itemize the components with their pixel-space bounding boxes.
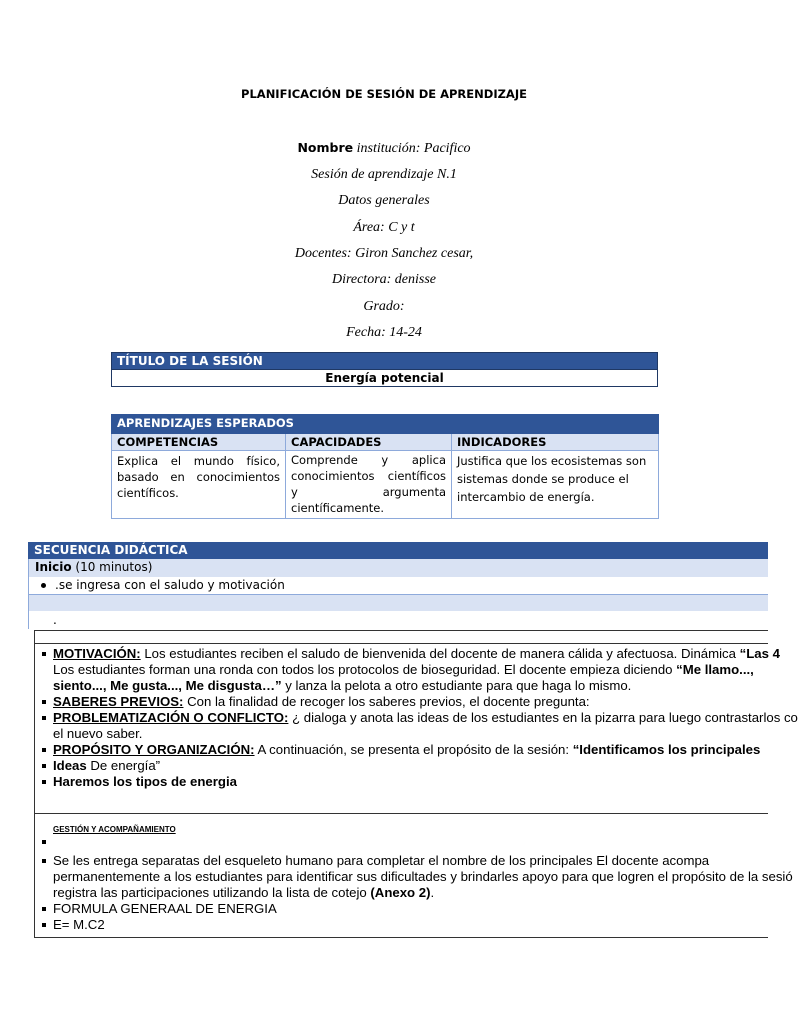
competencias-line: Explica el mundo físico, xyxy=(117,454,280,468)
ideas-paragraph xyxy=(35,758,768,774)
inicio-row xyxy=(28,559,768,577)
cell-indicadores: Justifica que los ecosistemas son sistemas donde se produce el intercambio de energía. xyxy=(452,451,659,519)
motivacion-box xyxy=(34,630,798,812)
problem-label: PROBLEMATIZACIÓN O CONFLICTO: xyxy=(53,710,289,725)
square-bullet-icon xyxy=(42,700,46,704)
square-bullet-icon xyxy=(42,748,46,752)
motivacion-line2: Los estudiantes forman una ronda con todos los protocolos de bioseguridad. El docente empieza diciendo xyxy=(53,662,677,677)
capacidades-line: conocimientos científicos xyxy=(291,469,446,483)
session-title-header: TÍTULO DE LA SESIÓN xyxy=(112,353,658,370)
bullet-text: .se ingresa con el saludo y motivación xyxy=(55,578,285,592)
bullet-dot-icon xyxy=(41,583,46,588)
session-title-value: Energía potencial xyxy=(112,370,658,387)
document-title: PLANIFICACIÓN DE SESIÓN DE APRENDIZAJE xyxy=(241,87,527,101)
inicio-time: (10 minutos) xyxy=(71,560,153,574)
haremos-text: Haremos los tipos de energia xyxy=(53,774,237,789)
square-bullet-icon xyxy=(42,923,46,927)
aprendizajes-header: APRENDIZAJES ESPERADOS xyxy=(112,415,659,434)
nombre-value: institución: Pacifico xyxy=(353,141,471,156)
formula-text: E= M.C2 xyxy=(53,917,105,932)
header-docentes: Docentes: Giron Sanchez cesar, xyxy=(294,246,474,261)
empty-bullet xyxy=(35,837,768,851)
competencias-line: basado en conocimientos xyxy=(117,470,280,484)
motivacion-paragraph xyxy=(35,646,780,694)
header-grado: Grado: xyxy=(363,299,405,314)
proposito-bold: “Identificamos los principales xyxy=(572,742,761,757)
haremos-paragraph xyxy=(35,774,768,790)
ideas-text: De energía” xyxy=(86,758,161,773)
inicio-label: Inicio xyxy=(35,560,72,574)
secuencia-header: SECUENCIA DIDÁCTICA xyxy=(28,542,768,559)
motivacion-line3: y lanza la pelota a otro estudiante para que haga lo mismo. xyxy=(281,678,632,693)
proposito-text: A continuación, se presenta el propósito de la sesión: xyxy=(254,742,573,757)
separatas-anexo: (Anexo 2) xyxy=(370,885,431,900)
motivacion-bold: “Las 4 xyxy=(739,646,780,661)
formula-paragraph xyxy=(35,917,768,933)
motivacion-bold2: “Me llamo..., xyxy=(676,662,754,677)
square-bullet-icon xyxy=(42,652,46,656)
col-competencias: COMPETENCIAS xyxy=(112,434,286,451)
formula-label-paragraph xyxy=(35,901,768,917)
separatas-end: . xyxy=(430,885,435,900)
saberes-paragraph xyxy=(35,694,768,710)
header-fecha: Fecha: 14-24 xyxy=(346,325,422,340)
square-bullet-icon xyxy=(42,716,46,720)
header-area: Área: C y t xyxy=(353,220,415,235)
motivacion-content xyxy=(35,643,798,814)
gestion-label: GESTIÓN Y ACOMPAÑAMIENTO xyxy=(53,825,176,834)
capacidades-line: Comprende y aplica xyxy=(291,453,446,467)
square-bullet-icon xyxy=(42,764,46,768)
square-bullet-icon xyxy=(42,859,46,863)
dot-row: . xyxy=(28,611,768,629)
square-bullet-icon xyxy=(42,840,46,844)
separatas-line3: registra las participaciones utilizando la lista de cotejo xyxy=(53,885,371,900)
session-title-table xyxy=(111,352,658,387)
separatas-line1: Se les entrega separatas del esqueleto humano para completar el nombre de los principales El docente acompa xyxy=(53,853,710,868)
saberes-text: Con la finalidad de recoger los saberes previos, el docente pregunta: xyxy=(183,694,590,709)
capacidades-line: científicamente. xyxy=(291,501,385,515)
separatas-paragraph xyxy=(35,853,793,901)
motivacion-line3-bold: siento..., Me gusta..., Me disgusta…” xyxy=(53,678,282,693)
ideas-bold: Ideas xyxy=(53,758,87,773)
col-capacidades: CAPACIDADES xyxy=(286,434,452,451)
problem-line2: el nuevo saber. xyxy=(53,726,143,741)
cell-capacidades xyxy=(286,451,452,519)
header-directora: Directora: denisse xyxy=(331,272,437,287)
proposito-label: PROPÓSITO Y ORGANIZACIÓN: xyxy=(53,742,255,757)
problem-paragraph xyxy=(35,710,798,742)
capacidades-line: y argumenta xyxy=(291,485,446,499)
aprendizajes-table xyxy=(111,414,659,519)
header-datos: Datos generales xyxy=(338,193,430,208)
square-bullet-icon xyxy=(42,907,46,911)
cell-competencias xyxy=(112,451,286,519)
inicio-bullet xyxy=(28,577,768,595)
problem-text: ¿ dialoga y anota las ideas de los estudiantes en la pizarra para luego contrastarlos co xyxy=(288,710,798,725)
separatas-line2: permanentemente a los estudiantes para identificar sus dificultades y brindarles apoyo para que logren el propósito de la sesió xyxy=(53,869,793,884)
header-nombre xyxy=(0,140,768,157)
competencias-line: científicos. xyxy=(117,486,179,500)
motivacion-text: Los estudiantes reciben el saludo de bienvenida del docente de manera cálida y afectuosa. Dinámica xyxy=(140,646,740,661)
header-sesion: Sesión de aprendizaje N.1 xyxy=(311,167,457,182)
gestion-box xyxy=(34,812,793,938)
square-bullet-icon xyxy=(42,780,46,784)
nombre-label: Nombre xyxy=(297,140,354,155)
col-indicadores: INDICADORES xyxy=(452,434,659,451)
proposito-paragraph xyxy=(35,742,768,758)
blank-shaded-row xyxy=(28,595,768,611)
formula-label: FORMULA GENERAAL DE ENERGIA xyxy=(53,901,277,916)
motivacion-label: MOTIVACIÓN: xyxy=(53,646,141,661)
saberes-label: SABERES PREVIOS: xyxy=(53,694,184,709)
